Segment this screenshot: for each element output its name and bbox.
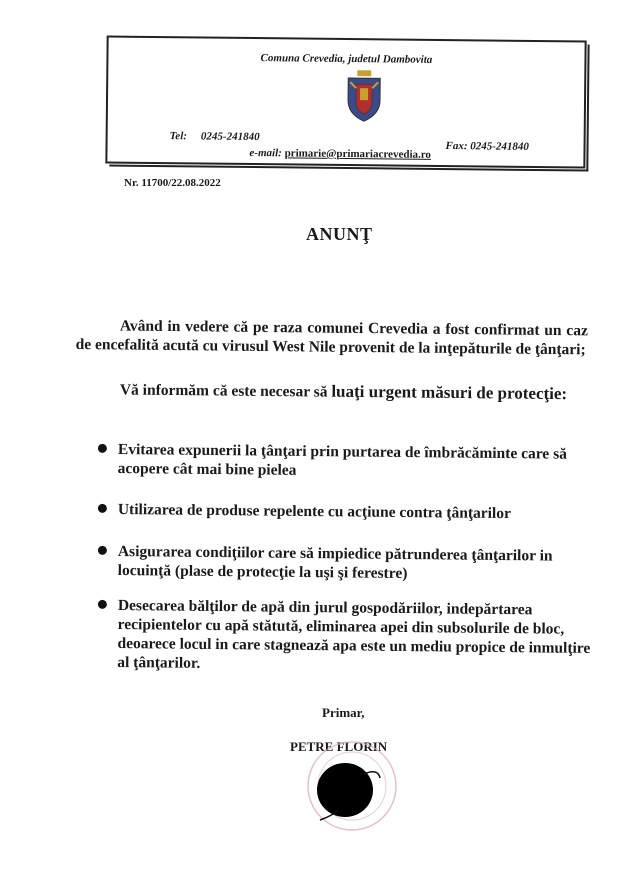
list-item-text: Asigurarea condiţiilor care să impiedice pătrunderea ţânţarilor in locuinţă (plase de protecţie la uşi şi ferestre) <box>117 542 553 583</box>
bullet-icon <box>98 546 107 555</box>
official-stamp-icon <box>302 738 402 838</box>
intro-text: Având in vedere că pe raza comunei Crevedia a fost confirmat un caz de encefalită acută cu virusul West Nile provenit de la inţepăturile de ţânţari; <box>75 317 588 359</box>
commune-name: Comuna Crevedia, judetul Dambovita <box>260 52 433 66</box>
list-item <box>118 500 578 524</box>
email-link[interactable]: primarie@primariacrevedia.ro <box>284 147 432 161</box>
signature-title: Primar, <box>322 705 365 720</box>
notice-paragraph <box>76 379 588 404</box>
list-item <box>117 596 592 677</box>
list-item <box>118 542 588 585</box>
notice-text-a: Vă informăm că este necesar să <box>119 381 332 401</box>
list-item-text: Desecarea bălţilor de apă din jurul gospodăriilor, indepărtarea recipientelor cu apă stătută, eliminarea apei din subsolurile de bloc, deoarece locul in care stagnează apa este un mediu propice de inmulţire al ţânţarilor. <box>117 596 591 672</box>
email-label: e-mail: <box>249 146 282 160</box>
letterhead-box <box>105 35 586 168</box>
document-title: ANUNŢ <box>306 224 373 244</box>
bullet-icon <box>98 600 107 609</box>
fax-line: Fax: 0245-241840 <box>445 140 530 153</box>
list-item-text: Utilizarea de produse repelente cu acţiune contra ţânţarilor <box>117 500 512 523</box>
document-number: Nr. 11700/22.08.2022 <box>124 177 221 189</box>
list-item <box>118 440 578 483</box>
phone-label: Tel: <box>169 130 188 143</box>
email-line <box>249 147 431 161</box>
intro-paragraph <box>76 316 588 359</box>
bullet-icon <box>98 444 107 453</box>
coat-of-arms-icon <box>344 70 385 122</box>
list-item-text: Evitarea expunerii la ţânţari prin purtarea de îmbrăcăminte care să acopere cât mai bine pielea <box>117 440 567 479</box>
phone-number: 0245-241840 <box>200 130 260 144</box>
bullet-icon <box>98 504 107 513</box>
phone-line <box>170 130 260 143</box>
notice-text-b: luaţi urgent măsuri de protecţie: <box>331 381 568 404</box>
signature-name: PETRE FLORIN <box>290 739 388 754</box>
